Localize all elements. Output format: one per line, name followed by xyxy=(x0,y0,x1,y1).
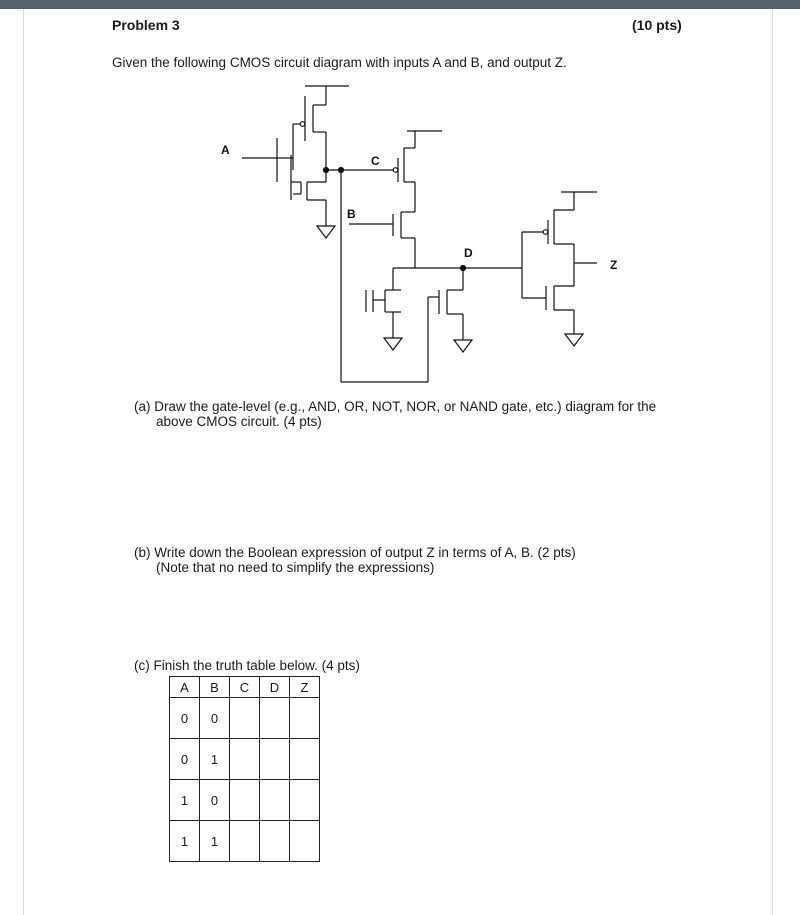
cell-c[interactable] xyxy=(230,821,260,862)
transistor-output-inverter xyxy=(522,192,597,346)
label-d: D xyxy=(464,246,473,260)
cell-b: 1 xyxy=(200,821,230,862)
cell-a: 0 xyxy=(170,698,200,739)
transistor-pmos-b xyxy=(349,212,415,268)
transistor-nmos-pulldown-2 xyxy=(428,268,472,382)
cell-z[interactable] xyxy=(290,739,320,780)
problem-title: Problem 3 xyxy=(112,17,180,33)
label-c: C xyxy=(371,154,380,168)
label-b: B xyxy=(347,207,356,221)
question-a-line1: (a) Draw the gate-level (e.g., AND, OR, NOT, NOR, or NAND gate, etc.) diagram for the xyxy=(134,399,657,414)
question-a xyxy=(134,399,656,429)
question-b xyxy=(134,545,576,575)
header-c: C xyxy=(230,677,260,698)
problem-points: (10 pts) xyxy=(632,17,682,33)
table-row xyxy=(170,739,320,780)
window-top-bar xyxy=(0,0,800,9)
question-c xyxy=(134,658,360,673)
header-a: A xyxy=(170,677,200,698)
document-page xyxy=(23,9,773,915)
problem-intro: Given the following CMOS circuit diagram with inputs A and B, and output Z. xyxy=(112,55,567,70)
cell-b: 0 xyxy=(200,698,230,739)
cell-z[interactable] xyxy=(290,698,320,739)
transistor-pmos-a xyxy=(293,86,349,170)
cell-d[interactable] xyxy=(260,698,290,739)
table-row xyxy=(170,698,320,739)
cell-b: 0 xyxy=(200,780,230,821)
table-row xyxy=(170,780,320,821)
cell-d[interactable] xyxy=(260,821,290,862)
cell-b: 1 xyxy=(200,739,230,780)
question-a-line2: above CMOS circuit. (4 pts) xyxy=(156,414,322,429)
cell-c[interactable] xyxy=(230,739,260,780)
header-b: B xyxy=(200,677,230,698)
transistor-pmos-c xyxy=(393,131,442,212)
cell-a: 0 xyxy=(170,739,200,780)
cell-c[interactable] xyxy=(230,698,260,739)
transistor-nmos-pulldown-1 xyxy=(366,268,402,350)
truth-table xyxy=(169,676,320,862)
header-d: D xyxy=(260,677,290,698)
question-b-line2: (Note that no need to simplify the expressions) xyxy=(156,560,435,575)
header-z: Z xyxy=(290,677,320,698)
cell-d[interactable] xyxy=(260,739,290,780)
question-c-line1: (c) Finish the truth table below. (4 pts) xyxy=(134,658,360,673)
table-row xyxy=(170,821,320,862)
cell-a: 1 xyxy=(170,780,200,821)
transistor-nmos-a xyxy=(242,138,335,238)
cell-z[interactable] xyxy=(290,780,320,821)
truth-table-header-row xyxy=(170,677,320,698)
cmos-circuit-diagram xyxy=(24,9,772,389)
cell-d[interactable] xyxy=(260,780,290,821)
label-a: A xyxy=(221,143,230,157)
label-z: Z xyxy=(610,258,618,272)
cell-z[interactable] xyxy=(290,821,320,862)
question-b-line1: (b) Write down the Boolean expression of output Z in terms of A, B. (2 pts) xyxy=(134,545,576,560)
cell-a: 1 xyxy=(170,821,200,862)
cell-c[interactable] xyxy=(230,780,260,821)
